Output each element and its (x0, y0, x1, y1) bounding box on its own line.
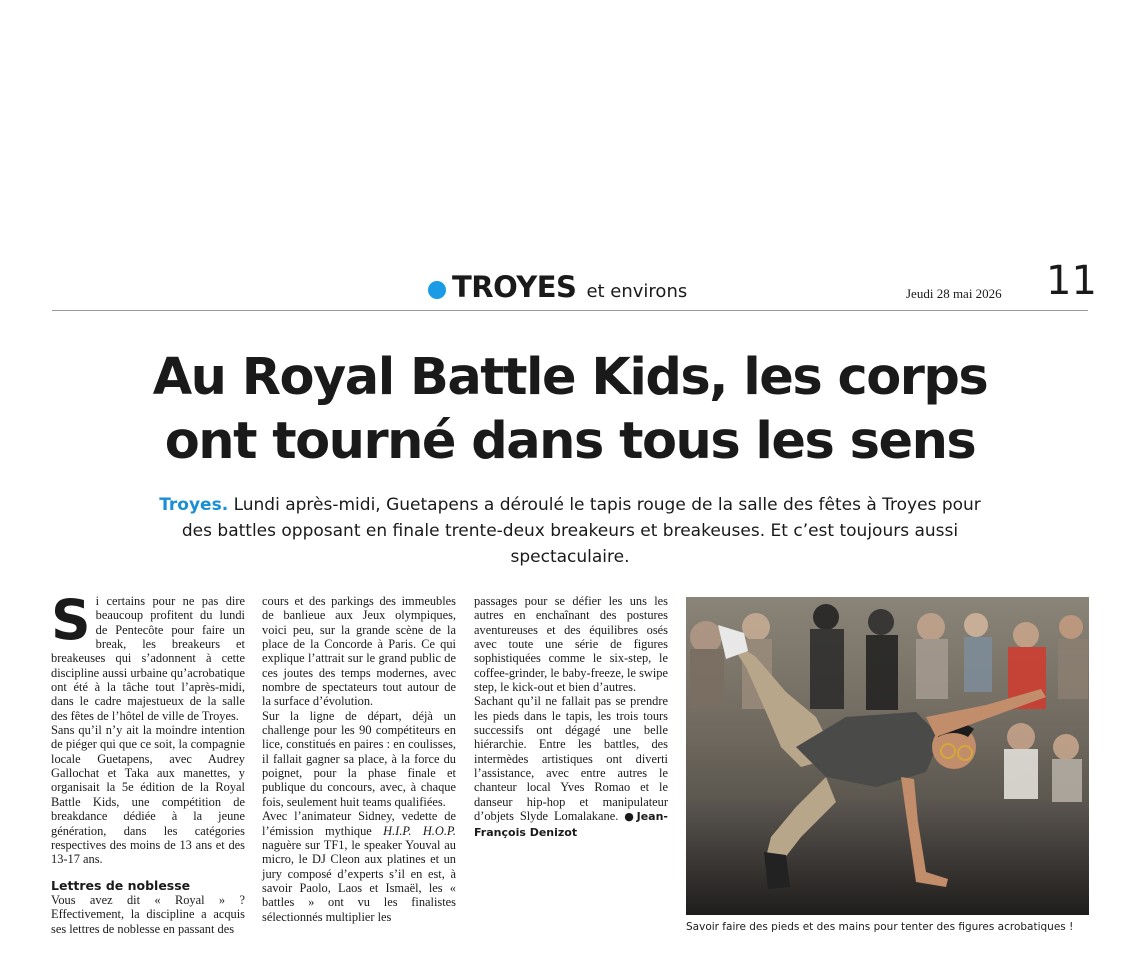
paragraph: passages pour se défier les uns les autres en enchaînant des postures aventureuses et des équilibres osés avec toute une série de figures sophistiquées comme le six-step, le coffee-grinder, le baby-freeze, le swipe step, le kick-out et bien d’autres. (474, 594, 668, 695)
headline-line-1: Au Royal Battle Kids, les corps (152, 348, 988, 407)
paragraph: Sans qu’il n’y ait la moindre intention de piéger qui que ce soit, la compagnie locale Guetapens, avec Audrey Gallochat et Taka aux manettes, y organisait la 5e édition de la Royal Battle Kids, une compétition de breakdance dédiée à la jeune génération, dans les catégories respectives des moins de 13 ans et des 13-17 ans. (51, 723, 245, 867)
show-title: H.I.P. H.O.P. (383, 823, 456, 838)
photo-caption: Savoir faire des pieds et des mains pour tenter des figures acrobatiques ! (686, 921, 1074, 933)
breakdancer-photo (686, 597, 1089, 915)
paragraph-text: Sachant qu’il ne fallait pas se prendre les pieds dans le tapis, les trois tours successifs ont dégagé une belle hiérarchie. Entre les battles, des intermèdes artistiques ont diverti l’assistance, avec entre autres le chanteur local Yves Romao et le danseur hip-hop et manipulateur d’objets Slyde Lomalakane. (474, 694, 668, 824)
section-title (428, 270, 687, 304)
article-column-1 (51, 588, 245, 936)
paragraph: i certains pour ne pas dire beaucoup profitent du lundi de Pentecôte pour faire un break, les breakeurs et breakeuses qui s’adonnent à cette discipline aussi urbaine qu’acrobatique ont été à la tâche tout l’après-midi, dans le cadre majestueux de la salle des fêtes de l’hôtel de ville de Troyes. (51, 594, 245, 723)
drop-cap: S (51, 588, 91, 652)
standfirst-text: Lundi après-midi, Guetapens a déroulé le tapis rouge de la salle des fêtes à Troyes pour des battles opposant en finale trente-deux breakeurs et breakeuses. Et c’est toujours aussi spectaculaire. (181, 495, 981, 567)
article-headline (60, 346, 1080, 474)
paragraph-text: naguère sur TF1, le speaker Youval au micro, le DJ Cleon aux platines et un jury composé d’experts s’il en est, à savoir Paolo, Laos et Ismaël, les « battles » ont vu les finalistes sélectionnés multiplier les (262, 837, 456, 924)
page-number: 11 (1046, 258, 1097, 304)
page-header (52, 258, 1097, 311)
section-bullet-icon (428, 281, 446, 299)
article-column-2 (262, 594, 456, 924)
paragraph: Vous avez dit « Royal » ? Effectivement, la discipline a acquis ses lettres de noblesse en passant des (51, 892, 245, 936)
section-subtitle: et environs (586, 281, 688, 302)
article-column-3 (474, 594, 668, 840)
section-name: TROYES (452, 270, 577, 304)
paragraph: Sur la ligne de départ, déjà un challenge pour les 90 compétiteurs en lice, constitués en paires : en coulisses, il fallait gagner sa place, à la force du poignet, pour la phase finale et publique du concours, avec, à chaque fois, seulement huit teams qualifiées. (262, 708, 456, 809)
article-photo (686, 597, 1089, 915)
paragraph: cours et des parkings des immeubles de banlieue aux Jeux olympiques, voici peu, sur la grande scène de la place de la Concorde à Paris. Ce qui explique l’attrait sur le grand public de ces joutes des temps modernes, avec nombre de spectateurs tout autour de la surface d’évolution. (262, 594, 456, 709)
standfirst-location: Troyes. (159, 495, 229, 515)
paragraph (262, 809, 456, 924)
author-credit: ●Jean-François Denizot (474, 810, 668, 839)
issue-date: Jeudi 28 mai 2026 (906, 286, 1002, 301)
article-subheading: Lettres de noblesse (51, 877, 191, 893)
article-standfirst (150, 492, 990, 570)
headline-line-2: ont tourné dans tous les sens (164, 412, 976, 471)
paragraph (474, 694, 668, 839)
paragraph-text: Avec l’animateur Sidney, vedette de l’émission mythique (262, 809, 456, 838)
